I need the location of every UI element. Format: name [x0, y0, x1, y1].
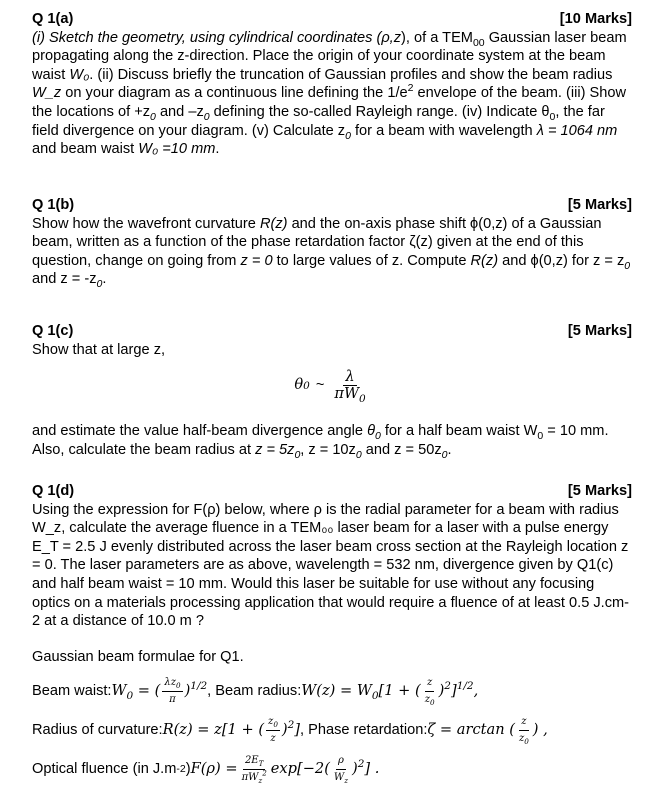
- question-marks: [10 Marks]: [559, 11, 632, 27]
- question-title: Q 1(b): [32, 197, 75, 213]
- question-header: [32, 196, 632, 215]
- question-header: [32, 482, 632, 501]
- question-header: [32, 10, 632, 29]
- question-1c: [32, 322, 632, 459]
- question-marks: [5 Marks]: [567, 323, 632, 339]
- formulae-heading: Gaussian beam formulae for Q1.: [32, 649, 244, 665]
- question-1a: [32, 10, 632, 159]
- question-title: Q 1(c): [32, 323, 74, 339]
- question-title: Q 1(a): [32, 11, 74, 27]
- question-body: Using the expression for F(ρ) below, where ρ is the radial parameter for a beam with radius W_z, calculate the average fluence in a TEM₀₀ laser beam for a laser with a pulse energy E_T = 2.5 J evenly distributed across the laser beam cross section at the Rayleigh location z = 0. The laser parameters are as above, wavelength = 532 nm, divergence given by Q1(c) and half beam waist = 10 mm. Would this laser be suitable for use without any focusing optics on a materials processing application that would require a fluence of at least 0.5 J.cm-2 at a distance of 10.0 m ?: [32, 501, 630, 630]
- formula-fluence: Optical fluence (in J.m -2 ) F(ρ) = $\frac{2E_T}{\pi W_z^2}$ exp[−2( $\frac{\rho}{W_z}$ )$^2$] .: [32, 754, 380, 785]
- question-title: Q 1(d): [32, 483, 75, 499]
- question-marks: [5 Marks]: [567, 483, 632, 499]
- question-body: and estimate the value half-beam divergence angle $\theta_0$ for a half beam waist $W_0 = 10$ mm. Also, calculate the beam radius at $z = 5z_0$, $z = 10z_0$ and $z = 50z_0$.: [32, 423, 609, 461]
- question-marks: [5 Marks]: [567, 197, 632, 213]
- question-1b: [32, 196, 632, 289]
- question-intro: Show that at large z,: [32, 341, 166, 358]
- question-1d: [32, 482, 632, 631]
- formula-curvature-phase: Radius of curvature: R(z) = z[1 + ( $\frac{z_0}{z}$ )$^2$] , Phase retardation: ζ = arctan ( $\frac{z}{z_0}$ ) ,: [32, 715, 548, 746]
- question-body: (i) Sketch the geometry, using cylindrical coordinates (ρ,z), of a $TEM_{00}$ Gaussian laser beam propagating along the z-direction. Place the origin of your coordinate system at the beam waist W₀. (ii) Discuss briefly the truncation of Gaussian profiles and show the beam radius W_z on your diagram as a continuous line defining the $1/e^2$ envelope of the beam. (iii) Show the locations of $+z_0$ and $-z_0$ defining the so-called Rayleigh range. (iv) Indicate $\theta_0$, the far field divergence on your diagram. (v) Calculate $z_0$ for a beam with wavelength λ = 1064 nm and beam waist W₀ =10 mm.: [32, 29, 627, 158]
- question-header: [32, 322, 632, 341]
- question-body: Show how the wavefront curvature R(z) and the on-axis phase shift ϕ(0,z) of a Gaussian beam, written as a function of the phase retardation factor ζ(z) given at the end of this question, change on going from z = 0 to large values of z. Compute R(z) and ϕ(0,z) for $z = z_0$ and $z = -z_0$.: [32, 215, 631, 291]
- formulae-section: [32, 648, 632, 786]
- divergence-equation: θ 0 ~ $\frac{\lambda}{\pi W_0}$: [294, 368, 366, 406]
- formula-waist-radius: Beam waist: $W_0$ = ( $\frac{\lambda z_0}{\pi}$ )$^{1/2}$ , Beam radius: $W(z) = W_0[1$ + ( $\frac{z}{z_0}$ )$^2$]$^{1/2}$,: [32, 676, 479, 707]
